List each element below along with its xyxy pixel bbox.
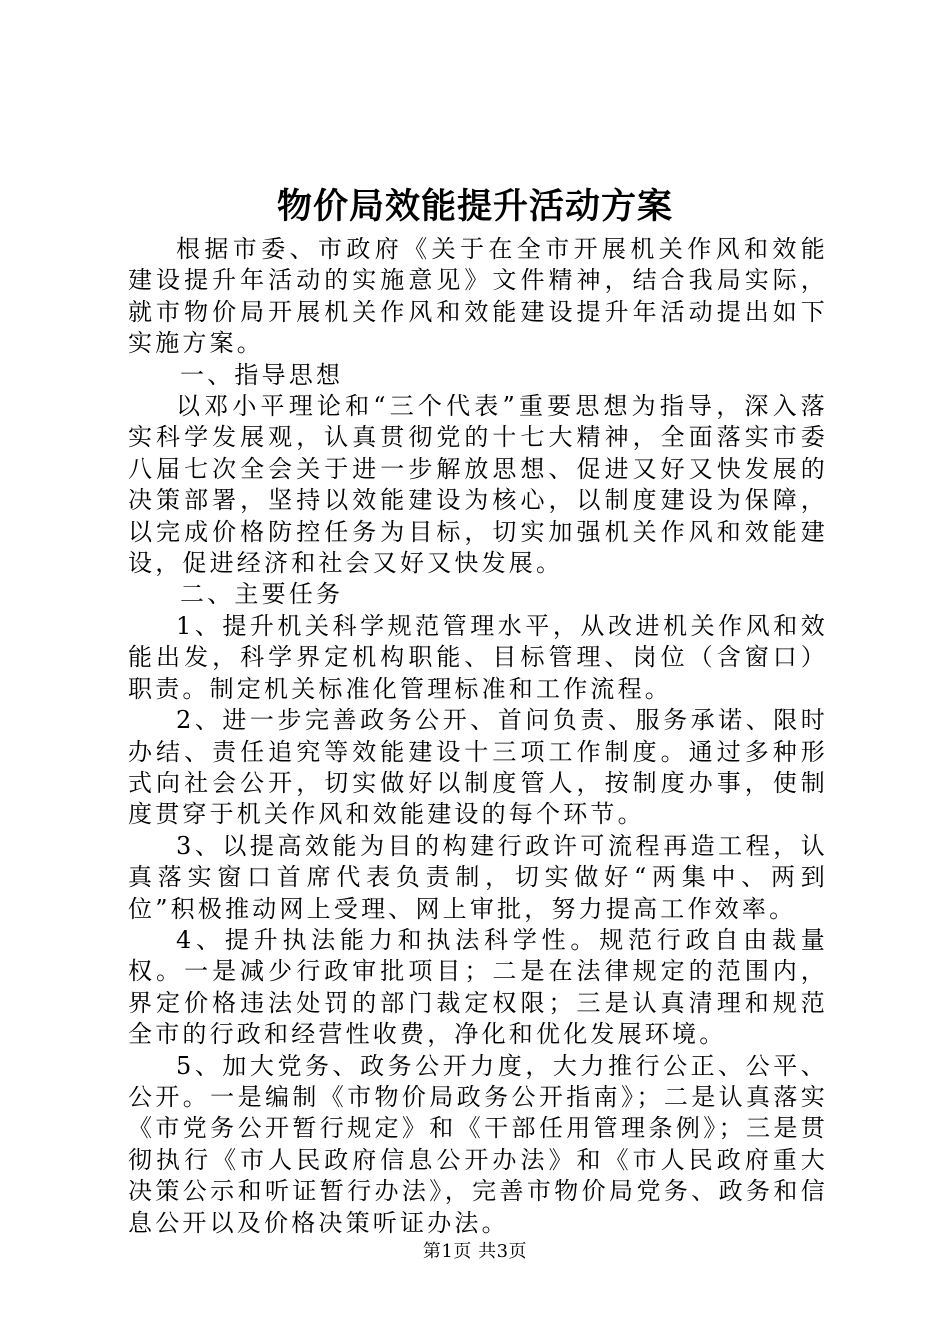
guiding-ideology-paragraph: 以邓小平理论和“三个代表”重要思想为指导，深入落实科学发展观，认真贯彻党的十七大精神，全面落实市委八届七次全会关于进一步解放思想、促进又好又快发展的决策部署，坚持以效能建设为核心，以制度建设为保障，以完成价格防控任务为目标，切实加强机关作风和效能建设，促进经济和社会又好又快发展。 xyxy=(128,392,828,578)
document-title: 物价局效能提升活动方案 xyxy=(276,187,673,227)
section-heading-guiding-ideology: 一、指导思想 xyxy=(180,360,344,389)
task-paragraph-2: 2、进一步完善政务公开、首问负责、服务承诺、限时办结、责任追究等效能建设十三项工作制度。通过多种形式向社会公开，切实做好以制度管人，按制度办事，使制度贯穿于机关作风和效能建设的每个环节。 xyxy=(128,706,828,829)
task-paragraph-4: 4、提升执法能力和执法科学性。规范行政自由裁量权。一是减少行政审批项目；二是在法律规定的范围内，界定价格违法处罚的部门裁定权限；三是认真清理和规范全市的行政和经营性收费，净化和优化发展环境。 xyxy=(128,925,828,1049)
task-paragraph-1: 1、提升机关科学规范管理水平，从改进机关作风和效能出发，科学界定机构职能、目标管理、岗位（含窗口）职责。制定机关标准化管理标准和工作流程。 xyxy=(128,611,828,703)
task-paragraph-5: 5、加大党务、政务公开力度，大力推行公正、公平、公开。一是编制《市物价局政务公开指南》；二是认真落实《市党务公开暂行规定》和《干部任用管理条例》；三是贯彻执行《市人民政府信息公开办法》和《市人民政府重大决策公示和听证暂行办法》，完善市物价局党务、政务和信息公开以及价格决策听证办法。 xyxy=(128,1051,828,1237)
document-body xyxy=(128,234,828,1239)
section-heading-main-tasks: 二、主要任务 xyxy=(180,580,344,609)
task-paragraph-3: 3、以提高效能为目的构建行政许可流程再造工程，认真落实窗口首席代表负责制，切实做好“两集中、两到位”积极推动网上受理、网上审批，努力提高工作效率。 xyxy=(128,831,828,923)
intro-paragraph: 根据市委、市政府《关于在全市开展机关作风和效能建设提升年活动的实施意见》文件精神，结合我局实际，就市物价局开展机关作风和效能建设提升年活动提出如下实施方案。 xyxy=(128,235,828,358)
page-footer: 第1页 共3页 xyxy=(422,1241,528,1262)
